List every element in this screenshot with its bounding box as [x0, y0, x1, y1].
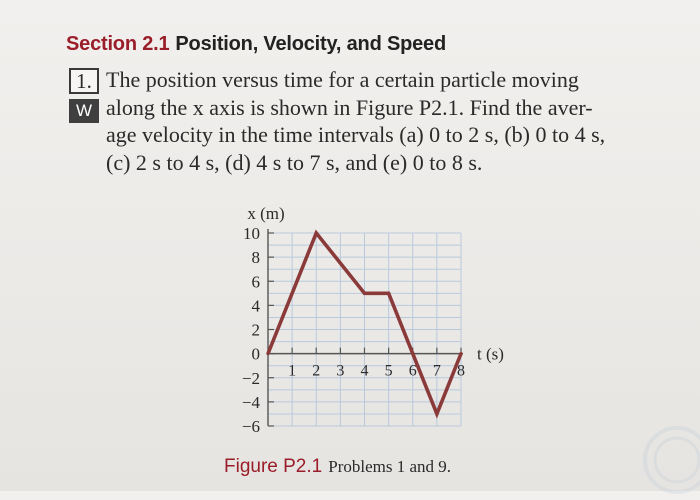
data-point [363, 292, 366, 295]
x-tick-label: 4 [360, 362, 369, 380]
problem-text [106, 66, 696, 176]
y-tick-label: 4 [251, 296, 260, 316]
position-time-graph [225, 200, 525, 450]
y-tick-label: 0 [251, 344, 260, 364]
figure-text: Problems 1 and 9. [328, 457, 452, 476]
x-tick-label: 7 [432, 362, 441, 380]
y-tick-label: 8 [251, 248, 260, 268]
problem-line: The position versus time for a certain particle moving [106, 67, 579, 92]
x-axis-label: t (s) [477, 344, 504, 364]
x-tick-label: 5 [384, 362, 393, 380]
y-tick-label: −6 [241, 417, 260, 436]
problem-line: (c) 2 s to 4 s, (d) 4 s to 7 s, and (e) 0 to 8 s. [106, 149, 483, 175]
section-heading [66, 33, 446, 56]
data-point [459, 352, 462, 355]
problem-line: age velocity in the time intervals (a) 0 to 2 s, (b) 0 to 4 s, [106, 122, 606, 147]
chart-svg [225, 200, 525, 450]
data-point [387, 292, 390, 295]
figure-caption [224, 456, 451, 478]
x-tick-label: 3 [336, 362, 345, 380]
y-tick-label: 10 [243, 224, 260, 243]
figure-label: Figure P2.1 [224, 456, 323, 477]
data-point [266, 352, 269, 355]
y-axis-label: x (m) [247, 204, 285, 223]
x-tick-label: 8 [457, 362, 465, 380]
y-tick-label: 6 [251, 272, 260, 292]
problem-line: along the x axis is shown in Figure P2.1. Find the aver- [106, 94, 593, 120]
y-tick-label: −2 [241, 368, 260, 388]
y-tick-label: 2 [251, 320, 260, 340]
x-tick-label: 6 [408, 362, 417, 380]
data-point [435, 412, 438, 415]
data-point [315, 231, 318, 234]
problem-number: 1. [69, 68, 99, 94]
background-stamp [637, 420, 700, 500]
y-tick-label: −4 [241, 392, 260, 412]
section-label: Section 2.1 [66, 33, 170, 55]
x-tick-label: 1 [288, 362, 297, 380]
x-tick-label: 2 [312, 362, 321, 380]
section-name: Position, Velocity, and Speed [175, 33, 446, 55]
web-assign-badge: W [69, 99, 99, 123]
